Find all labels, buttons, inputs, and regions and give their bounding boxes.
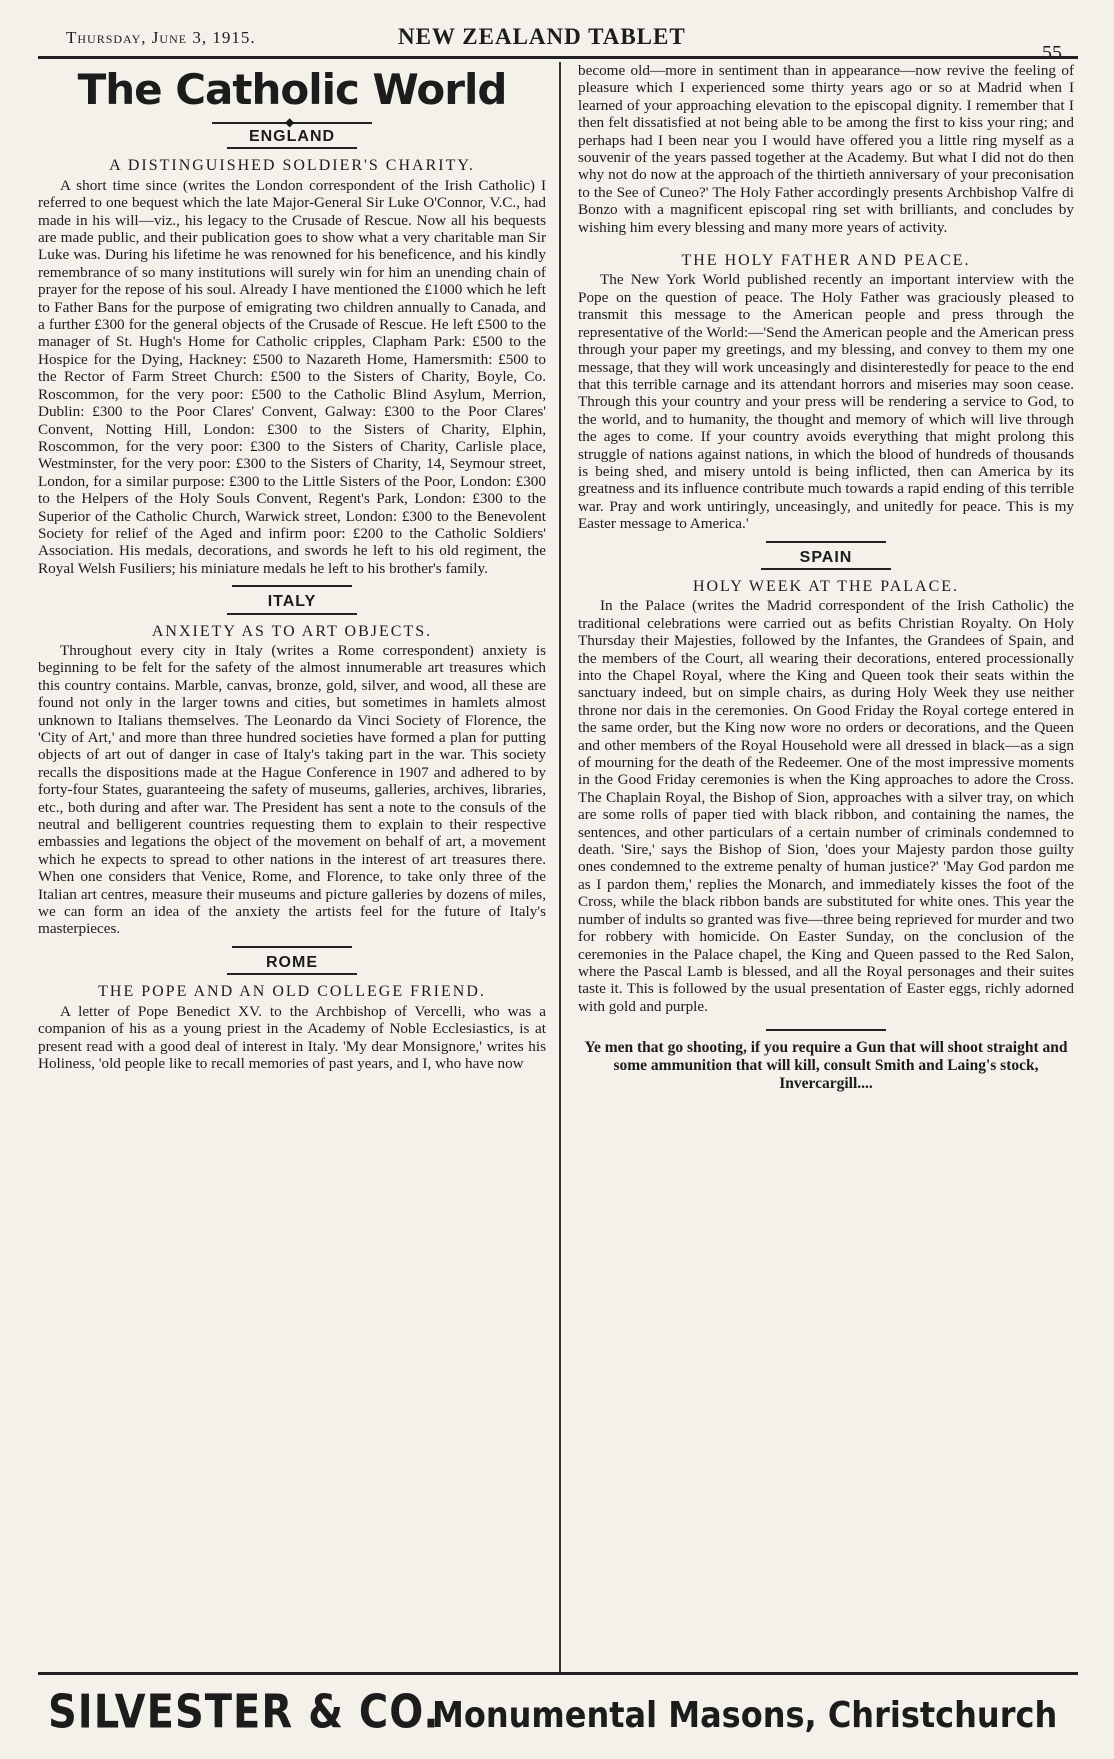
left-column xyxy=(38,62,546,1072)
page-heading: The Catholic World xyxy=(77,65,507,114)
article-body-charity: A short time since (writes the London correspondent of the Irish Catholic) I referred to one bequest which the late Major-General Sir Luke O'Connor, V.C., had made in his will—viz., his legacy to the Crusade of Rescue. Now all his bequests are made public, and their publication goes to show what a very charitable man Sir Luke was. During his lifetime he was renowned for his beneficence, and his kindly remembrance of so many institutions will surely win for him an unending chain of prayer for the repose of his soul. Already I have mentioned the £1000 which he left to Father Bans for the purpose of emigrating two children annually to Canada, and a further £300 for the general objects of the Crusade of Rescue. He left £500 to the manager of St. Hugh's Home for Catholic cripples, Clapham Park: £500 to the Hospice for the Dying, Hackney: £500 to Nazareth Home, Hamersmith: £500 to the Rector of Farm Street Church: £500 to the Sisters of Charity, Boyle, Co. Roscommon, for the very poor: £500 to the Catholic Blind Asylum, Merrion, Dublin: £300 to the Poor Clares' Convent, Galway: £300 to the Poor Clares' Convent, Notting Hill, London: £300 to the Sisters of Charity, Elphin, Roscommon, for the very poor: £300 to the Sisters of Charity, Carlisle place, Westminster, for the very poor: £300 to the Sisters of Charity, 14, Seymour street, London, for a similar purpose: £300 to the Little Sisters of the Poor, London: £300 to the Helpers of the Holy Souls Convent, Regent's Park, London: £300 to the Superior of the Catholic Church, Warwick street, London: £300 to the Benevolent Society for relief of the Aged and infirm poor: £200 to the Catholic Soldiers' Association. His medals, decorations, and swords he left to his old regiment, the Royal Welsh Fusiliers; his miniature medals he left to his brother's family. xyxy=(38,176,546,577)
footer-advertisement xyxy=(48,1686,1078,1746)
section-italy: ITALY xyxy=(227,593,357,614)
article-heading-pope-friend: THE POPE AND AN OLD COLLEGE FRIEND. xyxy=(98,983,486,1001)
section-england: ENGLAND xyxy=(227,128,357,149)
article-heading-peace: THE HOLY FATHER AND PEACE. xyxy=(681,252,971,270)
right-column xyxy=(578,62,1074,1093)
advert-notice-guns: Ye men that go shooting, if you require a Gun that will shoot straight and some ammunition that will kill, consult Smith and Laing's stock, Invercargill.... xyxy=(584,1039,1068,1093)
article-body-pope-friend: A letter of Pope Benedict XV. to the Archbishop of Vercelli, who was a companion of his as a young priest in the Academy of Noble Ecclesiastics, is at present read with a good deal of interest in Italy. 'My dear Monsignore,' writes his Holiness, 'old people like to recall memories of past years, and I, who have now xyxy=(38,1002,546,1072)
article-heading-holy-week: HOLY WEEK AT THE PALACE. xyxy=(692,577,960,595)
section-divider xyxy=(232,585,352,587)
section-rome: ROME xyxy=(227,954,357,975)
masthead xyxy=(38,22,1078,64)
issue-date: Thursday, June 3, 1915. xyxy=(66,28,256,47)
page-number: 55 xyxy=(1042,42,1062,64)
ornament-divider xyxy=(212,122,372,124)
article-body-pope-friend-continued: become old—more in sentiment than in appearance—now revive the feeling of pleasure which I experienced some thirty years ago or so at Madrid when I learned of your approaching elevation to the episcopal dignity. I remember that I then felt dissatisfied at not being able to be among the first to kiss your ring; and perhaps had I been near you I would have offered you a little ring myself as a souvenir of the years passed together at the Academy. But what I did not do then why not do now at the approach of the thirtieth anniversary of your preconisation to the See of Cuneo?' The Holy Father accordingly presents Archbishop Valfre di Bonzo with a magnificent episcopal ring set with brilliants, and concludes by wishing him every blessing and many more years of activity. xyxy=(578,62,1074,236)
article-heading-art: ANXIETY AS TO ART OBJECTS. xyxy=(151,622,433,640)
article-body-holy-week: In the Palace (writes the Madrid correspondent of the Irish Catholic) the traditional celebrations were carried out as befits Christian Royalty. On Holy Thursday their Majesties, followed by the Infantes, the Grandees of Spain, and the members of the Court, all wearing their decorations, entered processionally into the Chapel Royal, where the King and Queen took their seats within the sanctuary indeed, but on simple chairs, as during Holy Week they use neither throne nor dais in the ceremonies. On Good Friday the Royal cortege entered in the same order, but the King now wore no orders or decorations, and the Queen and other members of the Royal Household were all dressed in black—as a sign of mourning for the death of the Redeemer. One of the most impressive moments in the Good Friday ceremonies is when the King approaches to adore the Cross. The Chaplain Royal, the Bishop of Sion, approaches with a silver tray, on which are some rolls of paper tied with black ribbon, and containing the names, the sentences, and other particulars of a certain number of criminals condemned to death. 'Sire,' says the Bishop of Sion, 'does your Majesty pardon those guilty ones condemned to the extreme penalty of human justice?' 'May God pardon me as I pardon them,' replies the Monarch, and immediately kisses the foot of the Cross, while the black ribbon bands are substituted for white ones. This year the number of indults so granted was five—three being reprieved for murder and two for robbery with homicide. On Easter Sunday, on the conclusion of the ceremonies in the Palace chapel, the King and Queen passed to the Red Salon, where the Pascal Lamb is blessed, and all the Royal personages and their suites taste it. This is followed by the usual presentation of Easter eggs, richly adorned with gold and purple. xyxy=(578,597,1074,1015)
advertiser-name: SILVESTER & CO. xyxy=(48,1686,440,1739)
notice-divider xyxy=(766,1029,886,1031)
advertiser-trade: Monumental Masons, Christchurch xyxy=(432,1694,1058,1736)
footer-divider xyxy=(38,1672,1078,1675)
article-heading-charity: A DISTINGUISHED SOLDIER'S CHARITY. xyxy=(109,157,475,175)
newspaper-page xyxy=(38,22,1078,1742)
section-spain: SPAIN xyxy=(761,549,891,570)
section-divider xyxy=(232,946,352,948)
section-divider xyxy=(766,541,886,543)
column-divider xyxy=(559,62,561,1672)
newspaper-title: NEW ZEALAND TABLET xyxy=(398,24,686,49)
article-body-art: Throughout every city in Italy (writes a Rome correspondent) anxiety is beginning to be felt for the safety of the almost innumerable art treasures which this country contains. Marble, canvas, bronze, gold, silver, and wood, all these are found not only in the larger towns and cities, but sometimes in hamlets almost unknown to Italians themselves. The Leonardo da Vinci Society of Florence, the 'City of Art,' and more than three hundred societies have formed a plan for putting objects of art out of danger in case of Italy's taking part in the war. This society recalls the dispositions made at the Hague Conference in 1907 and adhered to by forty-four States, guaranteeing the safety of museums, galleries, archives, libraries, etc., both during and after war. The President has sent a note to the consuls of the neutral and belligerent countries requesting them to explain to their respective embassies and legations the object of the movement on behalf of art, a movement which he expects to spread to other nations in the interest of art treasures there. When one considers that Venice, Rome, and Florence, to take only three of the Italian art centres, measure their museums and picture galleries by dozens of miles, we can form an idea of the anxiety the artists feel for the future of Italy's masterpieces. xyxy=(38,641,546,938)
article-body-peace: The New York World published recently an important interview with the Pope on the question of peace. The Holy Father was graciously pleased to transmit this message to the American people and press through the representative of the World:—'Send the American people and the American press through your paper my greetings, and my blessing, and convey to them my one message, that they will work unceasingly and disinterestedly for peace to the end that this terrible carnage and its attendant horrors and miseries may soon cease. Through this your country and your press will be rendering a service to God, to the world, and to humanity, the thought and memory of which will live through the ages to come. If your country avoids everything that might prolong this struggle of nations against nations, in which the blood of hundreds of thousands is being shed, and misery untold is being inflicted, then can America by its greatness and its influence contribute much towards a rapid ending of this terrible war. Pray and work untiringly, unceasingly, and unitedly for peace. This is my Easter message to America.' xyxy=(578,271,1074,533)
